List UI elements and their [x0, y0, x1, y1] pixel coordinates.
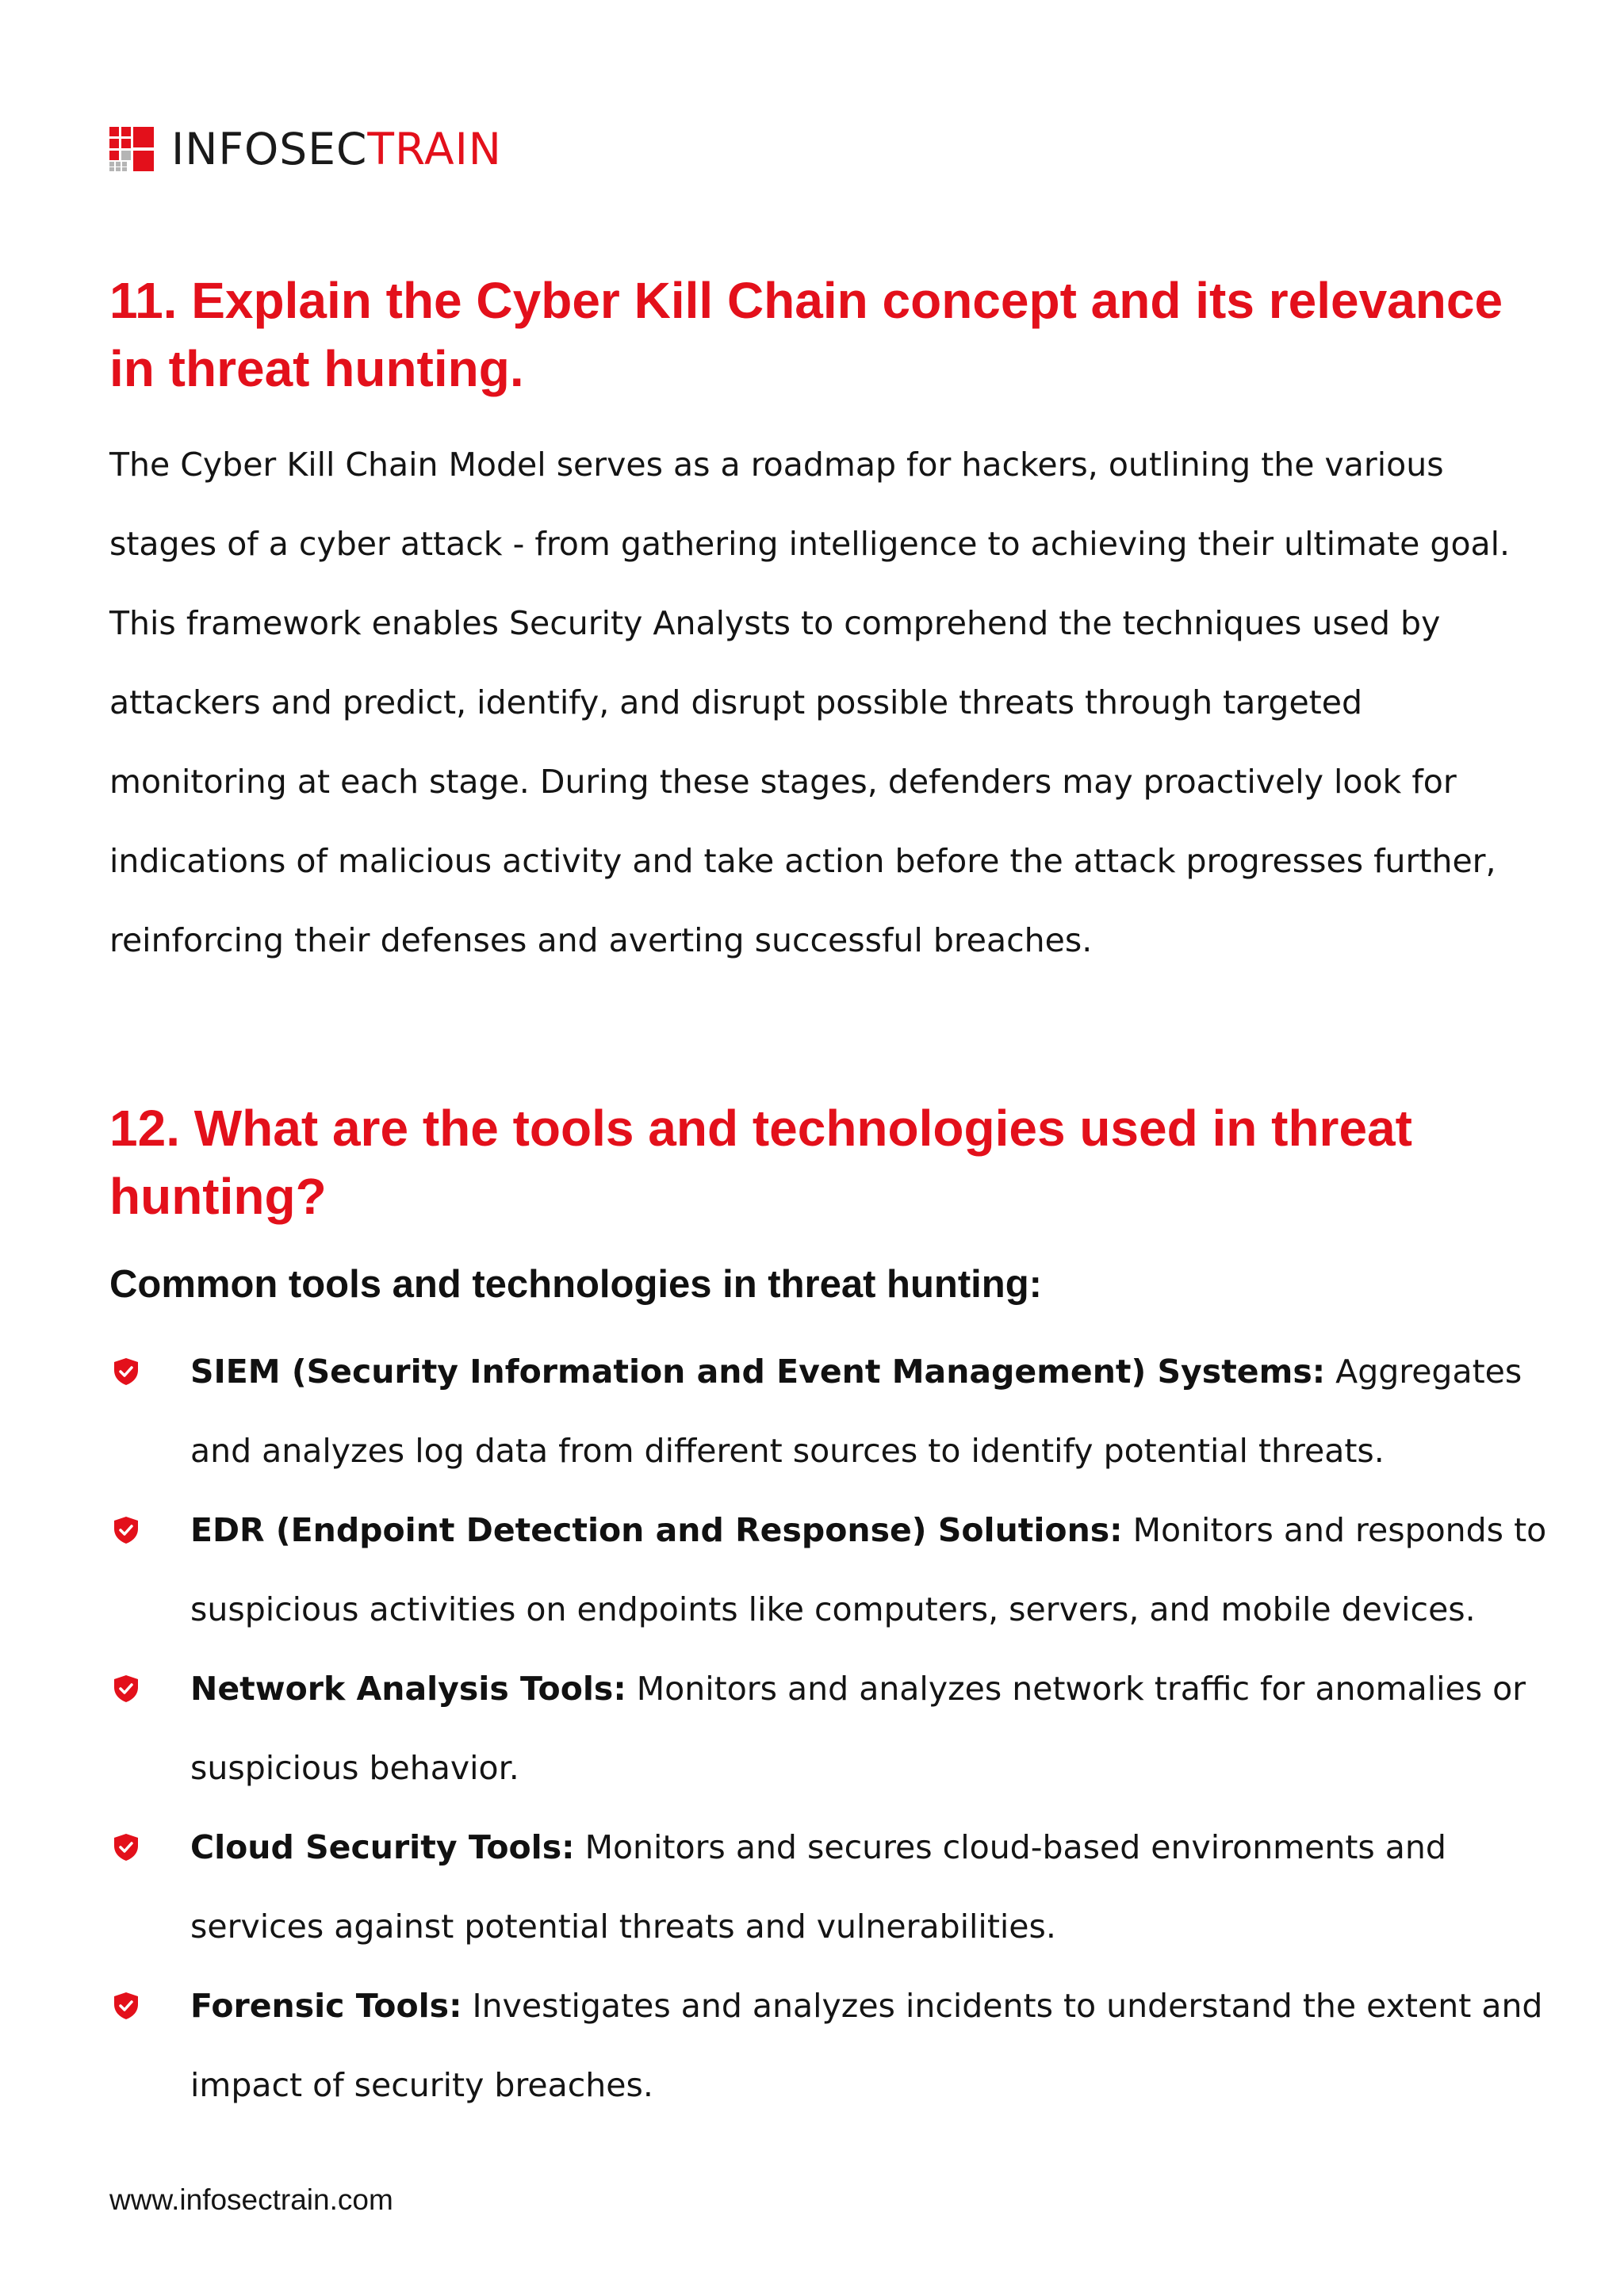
logo-text-train: TRAIN	[367, 123, 502, 174]
tool-item-network	[109, 1649, 1553, 1808]
tool-item-siem	[109, 1332, 1553, 1490]
infosectrain-logo	[109, 123, 502, 174]
tool-term: SIEM (Security Information and Event Management) Systems:	[190, 1353, 1326, 1391]
tools-list	[109, 1332, 1553, 2125]
tool-desc: Monitors and secures cloud-based environments and services against potential threats and vulnerabilities.	[190, 1828, 1446, 1946]
shield-check-icon	[113, 1992, 140, 2020]
logo-grid-icon	[109, 127, 154, 171]
tool-desc: Monitors and analyzes network traffic for anomalies or suspicious behavior.	[190, 1670, 1526, 1787]
shield-check-icon	[113, 1833, 140, 1862]
shield-check-icon	[113, 1357, 140, 1386]
logo-text-infosec: INFOSEC	[171, 123, 368, 174]
tool-item-cloud	[109, 1808, 1553, 1966]
footer-url[interactable]: www.infosectrain.com	[109, 2183, 393, 2216]
tool-desc: Monitors and responds to suspicious activities on endpoints like computers, servers, and mobile devices.	[190, 1511, 1547, 1628]
tool-term: EDR (Endpoint Detection and Response) Solutions:	[190, 1511, 1123, 1549]
shield-check-icon	[113, 1516, 140, 1544]
tool-desc: Aggregates and analyzes log data from different sources to identify potential threats.	[190, 1353, 1522, 1470]
section-11-heading: 11. Explain the Cyber Kill Chain concept and its relevance in threat hunting.	[109, 272, 1503, 397]
section-12-heading: 12. What are the tools and technologies used in threat hunting?	[109, 1100, 1412, 1225]
logo-wordmark	[171, 123, 502, 174]
shield-check-icon	[113, 1674, 140, 1703]
tools-subheading: Common tools and technologies in threat hunting:	[109, 1263, 1042, 1306]
tool-term: Cloud Security Tools:	[190, 1828, 575, 1866]
tool-desc: Investigates and analyzes incidents to understand the extent and impact of security breaches.	[190, 1987, 1543, 2104]
tool-term: Forensic Tools:	[190, 1987, 462, 2025]
tool-term: Network Analysis Tools:	[190, 1670, 626, 1708]
tool-item-forensic	[109, 1966, 1553, 2125]
tool-item-edr	[109, 1490, 1553, 1649]
section-11-body: The Cyber Kill Chain Model serves as a roadmap for hackers, outlining the various stages of a cyber attack - from gathering intelligence to achieving their ultimate goal. This framework enables Security Analysts to comprehend the techniques used by attackers and predict, identify, and disrupt possible threats through targeted monitoring at each stage. During these stages, defenders may proactively look for indications of malicious activity and take action before the attack progresses further, reinforcing their defenses and averting successful breaches.	[109, 446, 1511, 959]
